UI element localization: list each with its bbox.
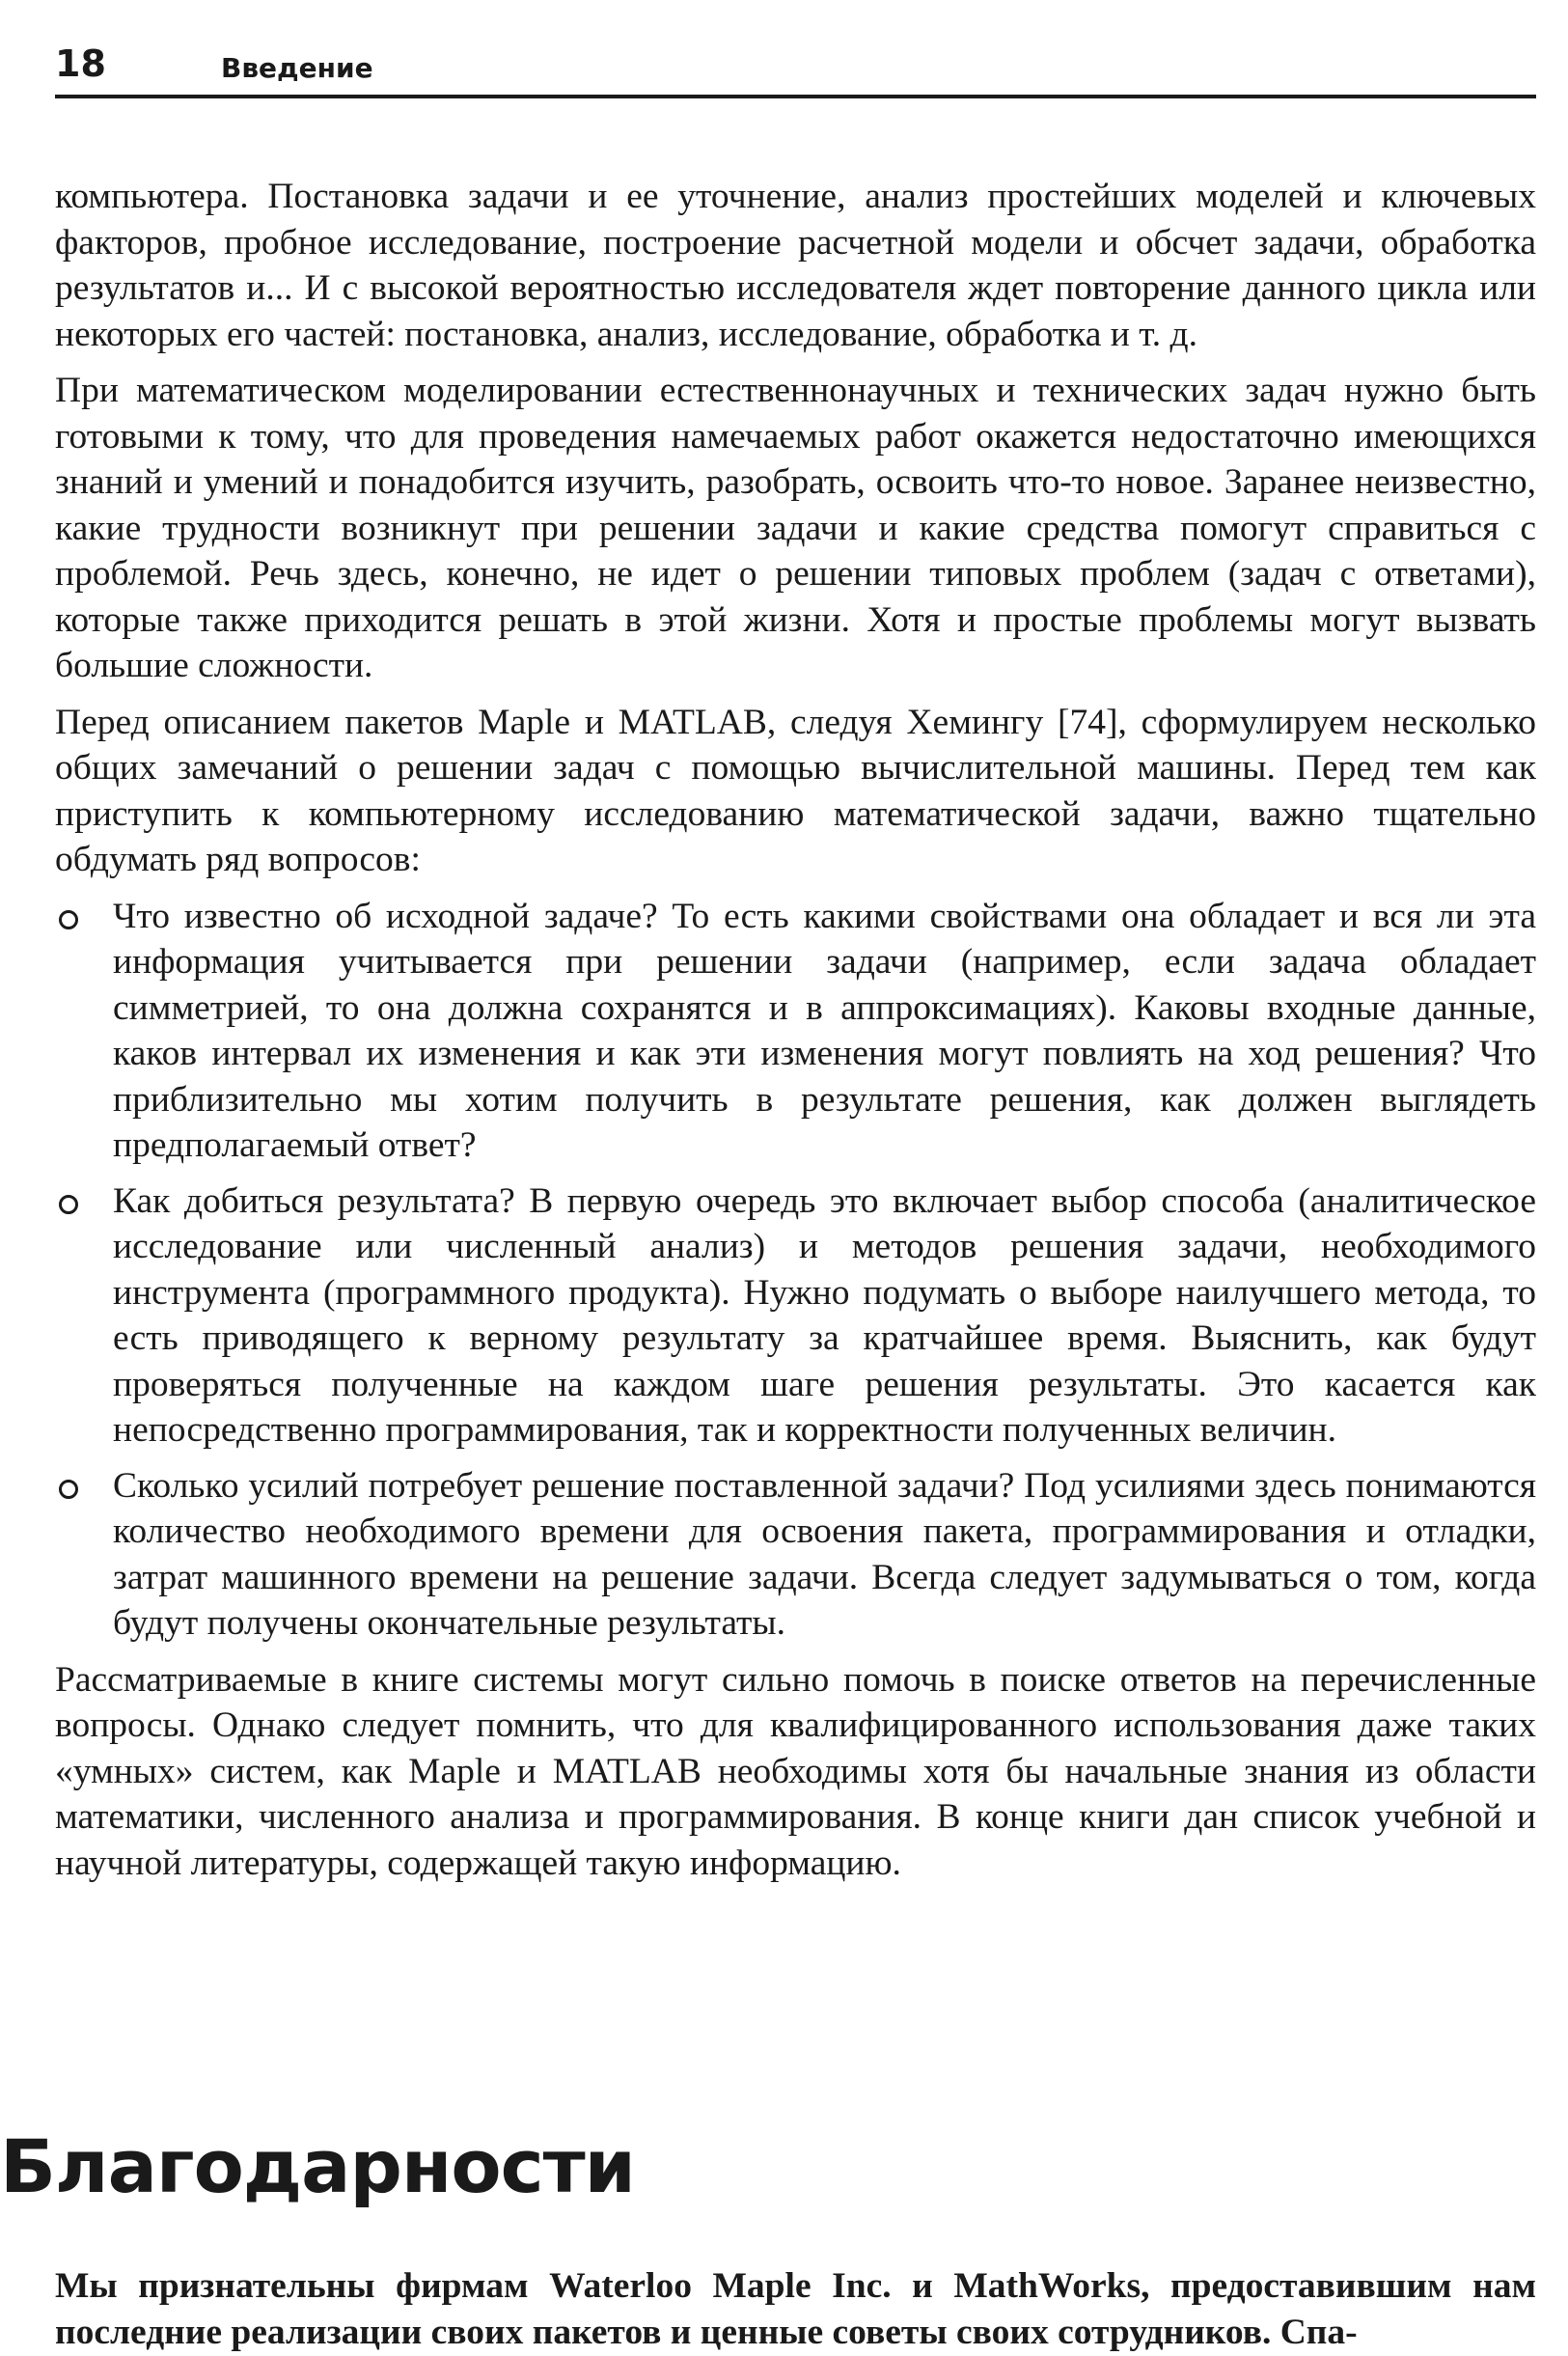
question-list <box>55 894 1536 1647</box>
running-head: Введение <box>221 52 373 84</box>
section-title: Благодарности <box>0 2123 635 2209</box>
list-item-text: Сколько усилий потребует решение поставленной задачи? Под усилиями здесь понимаются количество необходимого времени для освоения пакета, программирования и отладки, затрат машинного времени на решение задачи. Всегда следует задумываться о том, когда будут получены окончательные результаты. <box>113 1465 1536 1643</box>
circle-bullet-icon <box>59 1480 78 1499</box>
list-item-text: Что известно об исходной задаче? То есть какими свойствами она обладает и вся ли эта информация учитывается при решении задачи (например, если задача обладает симметрией, то она должна сохранятся и в аппроксимациях). Каковы входные данные, каков интервал их изменения и как эти изменения могут повлиять на ход решения? Что приблизительно мы хотим получить в результате решения, как должен выглядеть предполагаемый ответ? <box>113 896 1536 1165</box>
circle-bullet-icon <box>59 1195 78 1214</box>
page-header <box>55 37 1536 98</box>
list-item-text: Как добиться результата? В первую очередь это включает выбор способа (аналитическое исследование или численный анализ) и методов решения задачи, необходимого инструмента (программного продукта). Нужно подумать о выборе наилучшего метода, то есть приводящего к верному результату за кратчайшее время. Выяснить, как будут проверяться полученные на каждом шаге решения результаты. Это касается как непосредственно программирования, так и корректности полученных величин. <box>113 1180 1536 1450</box>
page-number: 18 <box>55 42 106 85</box>
list-item <box>55 894 1536 1169</box>
closing-paragraph: Рассматриваемые в книге системы могут сильно помочь в поиске ответов на перечисленные вопросы. Однако следует помнить, что для квалифицированного использования даже таких «умных» систем, как Maple и MATLAB необходимы хотя бы начальные знания из области математики, численного анализа и программирования. В конце книги дан список учебной и научной литературы, содержащей такую информацию. <box>55 1659 1536 1883</box>
paragraph: При математическом моделировании естественнонаучных и технических задач нужно быть готовыми к тому, что для проведения намечаемых работ окажется недостаточно имеющихся знаний и умений и понадобится изучить, разобрать, освоить что-то новое. Заранее неизвестно, какие трудности возникнут при решении задачи и какие средства помогут справиться с проблемой. Речь здесь, конечно, не идет о решении типовых проблем (задач с ответами), которые также приходится решать в этой жизни. Хотя и простые проблемы могут вызвать большие сложности. <box>55 371 1536 685</box>
paragraph: Перед описанием пакетов Maple и MATLAB, следуя Хемингу [74], сформулируем несколько общих замечаний о решении задач с помощью вычислительной машины. Перед тем как приступить к компьютерному исследованию математической задачи, важно тщательно обдумать ряд вопросов: <box>55 702 1536 879</box>
main-text <box>55 174 1536 1897</box>
acknowledgements-text <box>55 2263 1536 2355</box>
list-item <box>55 1178 1536 1454</box>
paragraph: Мы признательны фирмам Waterloo Maple Inc. и MathWorks, предоставившим нам последние реализации своих пакетов и ценные советы своих сотрудников. Спа- <box>55 2266 1536 2352</box>
list-item <box>55 1463 1536 1647</box>
paragraph: компьютера. Постановка задачи и ее уточнение, анализ простейших моделей и ключевых факторов, пробное исследование, построение расчетной модели и обсчет задачи, обработка результатов и... И с высокой вероятностью исследователя ждет повторение данного цикла или некоторых его частей: постановка, анализ, исследование, обработка и т. д. <box>55 177 1536 354</box>
circle-bullet-icon <box>59 910 78 929</box>
